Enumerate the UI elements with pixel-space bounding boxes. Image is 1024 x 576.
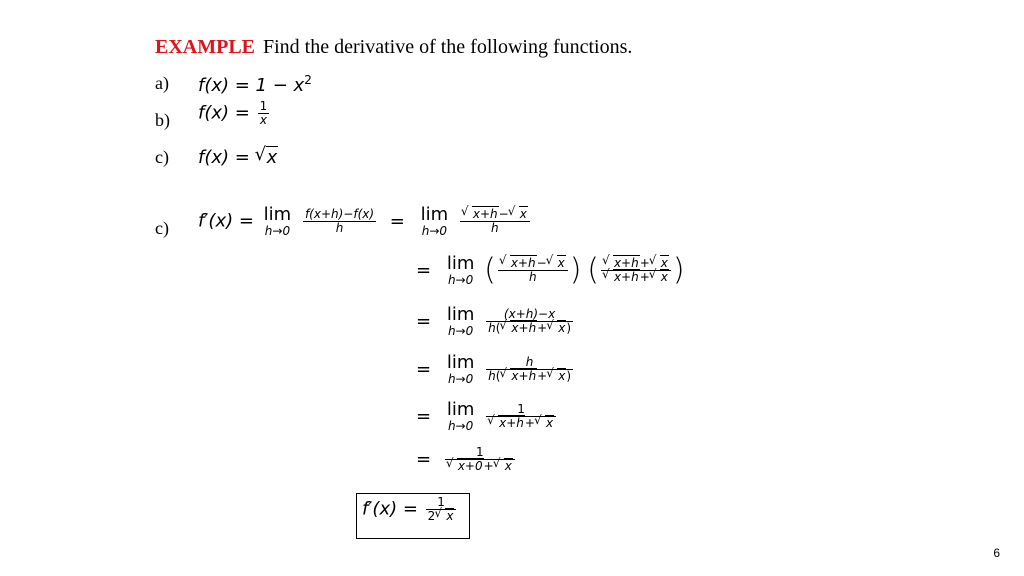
radicand: x bbox=[519, 207, 527, 222]
radicand: x+0 bbox=[457, 459, 483, 474]
solution-line-2: = lim h→0 ( √ $\frac{x+h-√ x}{h}$ ) ( √ x+h+√ x √ x+h+√ x ) bbox=[410, 255, 685, 286]
step-4-denominator-h: h bbox=[488, 321, 496, 336]
minus-sign: − bbox=[536, 256, 547, 271]
limit-subscript: h→0 bbox=[421, 223, 448, 238]
part-a-exponent: 2 bbox=[304, 73, 312, 87]
sqrt-symbol bbox=[510, 208, 528, 221]
step-3-fraction bbox=[498, 257, 568, 284]
derivative-lhs: f′(x) = bbox=[198, 210, 254, 232]
radicand: x+h bbox=[499, 416, 524, 431]
part-c-label: c) bbox=[155, 147, 169, 167]
step-5-fraction: $\frac{h}{h(√ x+h+√ x)}$ bbox=[486, 356, 573, 383]
radicand: x bbox=[446, 509, 454, 524]
step-7-numerator: 1 bbox=[475, 445, 484, 459]
sqrt-symbol bbox=[448, 460, 484, 473]
limit bbox=[447, 354, 475, 385]
sqrt-symbol bbox=[463, 208, 499, 221]
sqrt-symbol bbox=[651, 271, 669, 284]
sqrt-symbol bbox=[604, 271, 640, 284]
radicand: x bbox=[660, 256, 668, 271]
instruction-text: Find the derivative of the following functions. bbox=[263, 36, 633, 58]
part-a-label: a) bbox=[155, 73, 169, 93]
part-a-expression: f(x) = 1 − x bbox=[198, 75, 305, 96]
step-4-fraction: $\frac{(x+h)-x}{h(√ x+h+√ x)}$ bbox=[486, 308, 573, 335]
solution-line-5: = lim h→0 1 √ x+h+√ x bbox=[410, 401, 558, 432]
radicand: x bbox=[504, 459, 512, 474]
limit-word: lim bbox=[446, 352, 475, 373]
difference-quotient-numerator: f(x+h)−f(x) bbox=[304, 207, 375, 222]
step-5-numerator: h bbox=[525, 355, 534, 370]
example-heading bbox=[155, 36, 632, 59]
limit bbox=[447, 306, 475, 337]
sqrt-symbol bbox=[548, 257, 566, 270]
part-b-expression: f(x) = bbox=[198, 102, 250, 124]
difference-quotient-denominator: h bbox=[335, 221, 344, 236]
example-label: EXAMPLE bbox=[155, 36, 255, 58]
limit-subscript: h→0 bbox=[447, 371, 474, 386]
plus-sign: + bbox=[483, 459, 494, 474]
answer-fraction bbox=[426, 496, 457, 523]
difference-quotient bbox=[303, 208, 376, 235]
part-c-radicand: x bbox=[266, 147, 278, 168]
sqrt-symbol bbox=[501, 322, 537, 335]
radicand: x+h bbox=[472, 207, 498, 222]
solution-line-6: = 1 √ x+0+√ x bbox=[410, 446, 517, 473]
step-5-denominator-h: h bbox=[488, 369, 496, 384]
sqrt-symbol bbox=[495, 460, 513, 473]
part-b-denominator: x bbox=[259, 113, 267, 128]
sqrt-symbol bbox=[548, 322, 566, 335]
answer-numerator: 1 bbox=[437, 495, 445, 509]
part-c-function bbox=[198, 147, 278, 168]
plus-sign: + bbox=[537, 321, 548, 336]
limit-subscript: h→0 bbox=[264, 223, 291, 238]
plus-sign: + bbox=[639, 256, 650, 271]
limit-word: lim bbox=[263, 204, 292, 225]
step-4-numerator: (x+h)−x bbox=[503, 307, 556, 322]
answer-coefficient: 2 bbox=[427, 509, 436, 524]
part-b-numerator: 1 bbox=[259, 99, 268, 113]
step-7-fraction bbox=[445, 446, 515, 473]
radicand: x+h bbox=[613, 256, 639, 271]
page-number: 6 bbox=[993, 546, 1000, 560]
step-2-fraction bbox=[460, 208, 530, 235]
limit-word: lim bbox=[446, 304, 475, 325]
sqrt-symbol bbox=[501, 257, 537, 270]
sqrt-symbol bbox=[436, 510, 454, 523]
final-answer bbox=[362, 496, 458, 523]
part-b-function bbox=[198, 100, 271, 127]
solution-c-label: c) bbox=[155, 218, 169, 238]
limit-subscript: h→0 bbox=[447, 272, 474, 287]
radicand: x+h bbox=[511, 369, 537, 384]
plus-sign: + bbox=[537, 369, 548, 384]
sqrt-symbol bbox=[501, 370, 537, 383]
sqrt-symbol bbox=[257, 147, 279, 168]
answer-lhs: f′(x) = bbox=[362, 498, 418, 520]
part-a-function bbox=[198, 73, 312, 96]
part-b-fraction bbox=[258, 100, 270, 127]
sqrt-symbol bbox=[536, 417, 554, 430]
step-2-denominator: h bbox=[491, 221, 499, 236]
radicand: x+h bbox=[511, 321, 537, 336]
limit-word: lim bbox=[446, 253, 475, 274]
limit bbox=[447, 401, 475, 432]
step-3-denominator: h bbox=[528, 270, 537, 285]
part-b-label: b) bbox=[155, 110, 170, 130]
solution-line-1: f′(x) = lim h→0 $\frac{f(x+h)-f(x)}{h}$ = lim h→0 √ $\frac{x+h-√ x}{h}$ bbox=[198, 206, 532, 237]
limit bbox=[264, 206, 292, 237]
radicand: x bbox=[557, 256, 565, 271]
radicand: x bbox=[660, 270, 668, 285]
solution-line-4: = lim h→0 $\frac{h}{h(√ x+h+√ x)}$ bbox=[410, 354, 575, 385]
step-6-numerator: 1 bbox=[517, 402, 525, 417]
limit-subscript: h→0 bbox=[447, 323, 474, 338]
step-6-fraction bbox=[486, 403, 556, 430]
minus-sign: − bbox=[498, 207, 509, 222]
sqrt-symbol bbox=[489, 417, 525, 430]
limit bbox=[447, 255, 475, 286]
radicand: x bbox=[545, 416, 554, 431]
plus-sign: + bbox=[524, 416, 535, 431]
limit-word: lim bbox=[420, 204, 449, 225]
sqrt-symbol bbox=[548, 370, 566, 383]
radicand: x bbox=[558, 321, 566, 336]
radicand: x+h bbox=[613, 270, 639, 285]
plus-sign: + bbox=[639, 270, 650, 285]
solution-line-3: = lim h→0 $\frac{(x+h)-x}{h(√ x+h+√ x)}$ bbox=[410, 306, 575, 337]
limit-subscript: h→0 bbox=[447, 418, 474, 433]
radicand: x+h bbox=[510, 256, 536, 271]
radicand: x bbox=[558, 369, 566, 384]
limit bbox=[421, 206, 449, 237]
conjugate-fraction bbox=[601, 257, 671, 284]
part-c-expression: f(x) = bbox=[198, 147, 250, 168]
limit-word: lim bbox=[446, 399, 475, 420]
